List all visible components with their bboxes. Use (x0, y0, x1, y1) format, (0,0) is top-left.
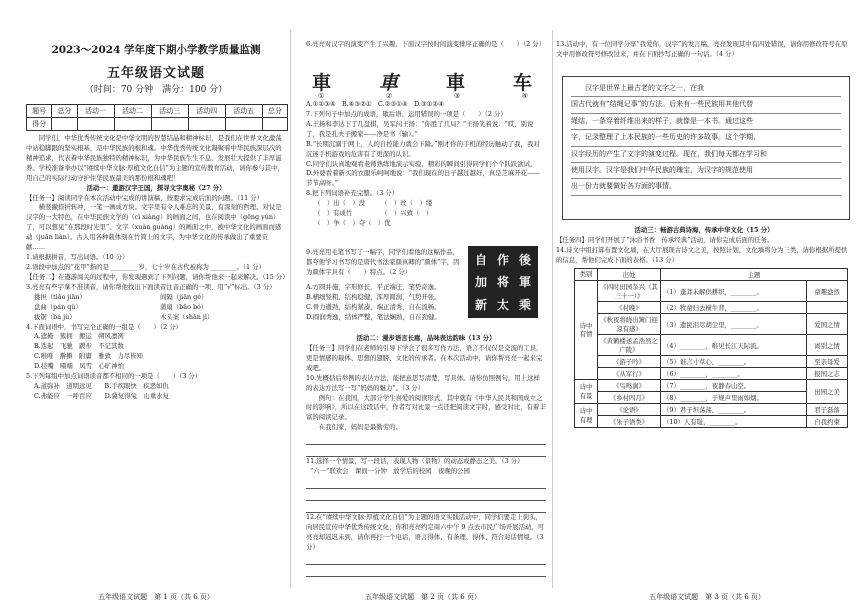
reading-passage: 横竖撇捺折转冲，一笔一画成方块。文字里有令人难忘的美景，有深刻的哲理。对仗是汉字的一大特色，在中华民族文学的（cì xiàng）的画面之间，也在阅读中（gēng yún）了，可以想见“在那段时光里”。文字（xuàn guàng）的画面之中，被中华文化的画面而感动（juān liàn）。古人用各种载体刻在竹简上的文字，为中华文化的传承做出了重要贡献…… (26, 203, 282, 252)
answer-line[interactable] (306, 477, 546, 489)
question-14: 14.诗文中组打算布置文化墙，在大厅展现古诗文之美，按照计划，文化墙将分为三类，请你根据所提供的信息，帮他们完成下面的表格。（13 分） (556, 245, 848, 264)
theme-cell[interactable] (807, 302, 848, 314)
draft-line: 汉字是世界上最古老的文字之一，在我 (571, 81, 841, 97)
q3-item[interactable]: 挑担（tiǎo jiān） (34, 292, 86, 301)
draft-line: 绳结，一条穿着纤维出来的样子，就像是一本书。通过这些 (571, 114, 841, 130)
question-4: 4.下面词语中，书写完全正确的一组是（ ）（2 分） (26, 322, 182, 331)
line-cell[interactable]: （6）________，________。 (661, 368, 807, 380)
page-2-footer: 五年级语文试题 第 2 页（共 6 页） (365, 593, 481, 601)
poem-table (574, 268, 848, 428)
question-10: 10.先概括后举例的表达方法，能把意思写清楚，写具体。请你仿照例句，用上这样的表达方法写一写“妈妈的魅力”。（3 分） (306, 373, 540, 392)
page-3-footer: 五年级语文试题 第 3 页（共 6 页） (649, 593, 765, 601)
draft-line: 使用汉字。汉字是我们中华民族的瑰宝，为汉字的规范使用 (571, 163, 841, 179)
source-cell: 《秋夜将晓出篱门迎凉有感》 (598, 314, 661, 335)
source-cell: 《四时田园杂兴（其三十一）》 (598, 281, 661, 302)
q4-option[interactable]: D.挂嘴 嗫嚅 风雪 心旷神怡 (34, 362, 125, 371)
source-cell: 《论语》 (598, 404, 661, 416)
question-13: 13.活动中，有一位同学分享“我爱你，汉字”的发言稿，亮亮发现其中有四处错误，请你用修改符号在原文中用修改符号修改过来，并在下面抄写正确的一句话。（4 分） (556, 40, 848, 58)
header-cell: 类别 (575, 269, 598, 281)
question-9-block (306, 248, 464, 278)
line-cell[interactable]: （1）蓬莽未解供耕织，________。 (661, 281, 807, 302)
ancient-char: 車 (312, 72, 332, 94)
theme-cell: 自我约束 (807, 416, 848, 428)
q10-prompt: 在我们家，妈妈是最勤劳的。 (318, 423, 402, 432)
theme-cell: 童趣盎然 (807, 281, 848, 302)
score-cell: 活动三 (151, 105, 188, 118)
q7-option[interactable]: B.“长期沉溺于网上，人的自控能力就会下降。”刚才你的手机的经历触动了我，我对沉迷手机游戏的危害有了更深的认识。 (306, 139, 540, 158)
q8-item[interactable]: （ ）争（ ）夺（ ）优 (314, 219, 391, 228)
line-cell[interactable]: （8）________，子规声里雨如烟。 (661, 392, 807, 404)
callig-char: 太 (496, 298, 509, 313)
char-number: ④ (521, 92, 528, 100)
score-table-header-row (27, 105, 288, 118)
q7-option[interactable]: A.王扬和李达下了几盘棋，吴军问王扬：“你胜了几局？”王扬笑着说：“哎，别说了，我是孔夫子搬家——净是书（输）。” (306, 119, 534, 138)
answer-line[interactable] (306, 565, 546, 577)
score-cell: 得分 (27, 118, 52, 131)
category-cell: 诗中有情 (575, 281, 598, 380)
score-table-score-row (27, 118, 288, 131)
theme-cell: 君子磊落 (807, 404, 848, 416)
question-9: 9.亮亮用毛笔书写了一幅字，同学们看他的这幅作品，都夸他学习书写的是唐代书法家颜真卿的“颜体”字，因为颜体字具有（ ）特点。（2 分） (306, 248, 460, 276)
ancient-char: 车 (512, 72, 532, 94)
page2-body-top (306, 100, 546, 229)
callig-char: 軍 (518, 275, 531, 290)
question-6: 6.亮亮对汉字的演变产生了兴趣，下面汉字按时间演变排序正确的是（ ）（2 分） (306, 40, 546, 48)
page3-body (556, 226, 852, 266)
q9-option[interactable]: D.圆润秀逸，结体严整，笔法娴熟，自在劲健。 (306, 312, 441, 321)
score-input-cell[interactable] (52, 118, 77, 131)
source-cell: 《从军行》 (598, 368, 661, 380)
theme-cell: 至亲母爱 (807, 356, 848, 368)
score-cell: 题号 (27, 105, 52, 118)
score-cell: 活动五 (225, 105, 262, 118)
theme-cell: 离别之情 (807, 335, 848, 356)
q4-option[interactable]: C.唯唯 擀擀 附庸 雅致 力尽皆知 (34, 352, 143, 361)
page-2 (290, 0, 552, 608)
page1-body (26, 134, 289, 402)
char-number: ③ (453, 92, 461, 100)
activity-1-heading: 活动一：遨游汉字王国，探寻文字奥秘（27 分） (86, 183, 226, 192)
score-cell: 活动一 (77, 105, 114, 118)
task-4: 【任务四】同学们开展了“沐浴书香 传承经典”活动，请你完成后面的任务。 (556, 235, 774, 244)
q4-option[interactable]: B.迭起 飞驰 踱步 不记其数 (34, 342, 124, 351)
task-2: 【任务二】在遨游闯关的过程中，你发现遇到了下列问题，请你帮他来一起来解决。（15 分） (26, 272, 289, 281)
source-cell: 《村晚》 (598, 302, 661, 314)
category-cell: 诗中有景 (575, 380, 598, 404)
q4-option[interactable]: A.遮掩 簇拥 搬运 朔风凛冽 (34, 332, 124, 341)
q3-item[interactable]: 拔锯（bá jù） (34, 312, 76, 321)
q8-item[interactable]: （ ）有成竹 （ ）兴致（ ） (314, 209, 433, 218)
q7-option[interactable]: C.同学们认真地观看老师熟练地演示实验，精彩的瞬间引得同学们个个跃跃欲试。 (306, 159, 537, 168)
q3-items (26, 293, 286, 323)
callig-char: 加 (474, 275, 487, 290)
page-3 (552, 0, 860, 608)
page-1 (0, 0, 290, 608)
page2-body-bottom (306, 334, 546, 577)
callig-char: 将 (496, 275, 509, 290)
question-3: 3.亮亮有些字拿不准读音，请你帮他找出下面读音注音正确的一项，用“√”标出。（3 分） (26, 282, 276, 291)
answer-line[interactable] (306, 501, 546, 513)
q5-option[interactable]: C.弗能应 一呼百应 D.冀复得兔 山重水复 (34, 391, 170, 400)
q7-option[interactable]: D.外婆看着新买的衣服乐呵呵地说：“我们现在的日子越过越好，真是芝麻开花——节节高呀。” (306, 169, 540, 188)
speech-draft-box (562, 76, 850, 220)
question-8: 8.把下列词语补充完整。（3 分） (306, 189, 399, 198)
category-cell: 诗中有理 (575, 404, 598, 428)
question-7: 7.下列句子中加点的成语，歇后语、运用错误的一项是（ ）（2 分） (306, 109, 507, 118)
page-divider (290, 30, 291, 588)
table-row (575, 314, 848, 335)
answer-line[interactable] (306, 489, 546, 501)
score-cell: 总分 (52, 105, 77, 118)
source-cell: 《朱子语类》 (598, 416, 661, 428)
q6-options[interactable]: A.①②③④ B.④③②① C.②③①④ D.③①②④ (306, 100, 444, 108)
source-cell: 《黄鹤楼送孟浩然之广陵》 (598, 335, 661, 356)
task-1: 【任务一】阅读同学在本次活动中完成的讲演稿，按要求完成后面的问题。（11 分） (26, 193, 264, 202)
paper-title: 五年级语文试题 (106, 66, 205, 81)
table-row (575, 416, 848, 428)
question-2: 2.语段中加点的“花甲”指的是 ________ 岁，七十岁在古代被称为 ________。（1 分） (26, 262, 265, 271)
character-numbers (318, 92, 528, 100)
line-cell[interactable]: （7）________，夜静春山空。 (661, 380, 807, 392)
question-1: 1.请根据拼音，写出词语。（10 分） (26, 253, 129, 262)
line-cell[interactable]: （4）________，唯见长江天际流。 (661, 335, 807, 356)
table-row (575, 356, 848, 368)
q9-option[interactable]: B.横细竖粗，结构稳健，浑厚圆润，气势开张。 (306, 292, 441, 301)
line-cell[interactable]: （10）人有耻，________。 (661, 416, 807, 428)
score-cell: 活动二 (114, 105, 151, 118)
page-divider (552, 30, 553, 588)
intro-paragraph: 同学们，中华优秀传统文化是中华文明的智慧结晶和精神标识，是我们在世界文化激荡中站稳脚跟的坚实根基，是中华民族的根和魂。中华优秀传统文化凝聚着中华民族深层次的精神追求，代表着中华民族独特的精神标识，为中华民族生生不息、发展壮大提供了丰厚滋养。学校准备举办以“赓续中华文脉·厚植文化自信”为主题的宣传教育活动，请你参与其中，用自己的实际行动守护住华民族最美的那份根和魂吧！ (26, 134, 284, 182)
table-row (575, 368, 848, 380)
task-3: 【任务三】同学们在老师的引导下学会了很多写作方法，语言不仅仅是交流的工具，更是情感的载体、思想的翅膀、文化的传承者。在本次活动中，请你帮亮亮一起来完成吧。 (306, 343, 543, 372)
answer-line[interactable] (306, 445, 546, 457)
source-cell: 《乡村四月》 (598, 392, 661, 404)
score-input-cell[interactable] (225, 118, 262, 131)
activity-3-heading: 活动三：畅游古典诗海，传承中华文化（15 分） (634, 226, 774, 234)
line-cell[interactable]: （5）谁言寸草心，________。 (661, 356, 807, 368)
character-evolution (312, 68, 532, 95)
calligraphy-image (468, 246, 538, 318)
score-input-cell[interactable] (262, 118, 287, 131)
score-input-cell[interactable] (114, 118, 151, 131)
callig-char: 作 (496, 252, 509, 267)
theme-cell: 田园之美 (807, 380, 848, 404)
draft-line: 出一份力就要做好各方面的事情。 (571, 179, 841, 195)
callig-char: 新 (474, 298, 487, 313)
table-row (575, 380, 848, 392)
table-row (575, 335, 848, 356)
q11-prompts: “六一”联欢会 课间一分钟 放学后的校园 夜晚的公园 (310, 467, 470, 476)
exam-meta: （时间：70 分钟 满分：100 分） (84, 85, 228, 95)
callig-char: 自 (474, 252, 487, 267)
score-input-cell[interactable] (77, 118, 114, 131)
q8-item[interactable]: （ ）出（ ）没 （ ）丝（ ）缕 (314, 199, 433, 208)
table-row (575, 404, 848, 416)
q3-item[interactable]: 木头案（shàn jì） (160, 312, 214, 321)
q3-item[interactable]: 盘曲（pán qǔ） (34, 302, 82, 311)
score-cell: 活动四 (188, 105, 225, 118)
q5-option[interactable]: A.道弥补 道明远见 B.手疾眼快 疾恶如仇 (34, 382, 169, 391)
source-cell: 《游子吟》 (598, 356, 661, 368)
ancient-char: 車 (378, 72, 398, 94)
score-cell: 总分 (262, 105, 287, 118)
question-5: 5.下列每组中加点词语读音都不相同的一项是（ ）（3 分） (26, 372, 202, 381)
activity-2-heading: 活动二：漫步语言长廊，品味表达韵味（13 分） (356, 334, 496, 342)
q9-options (306, 283, 464, 323)
ancient-char: 車 (445, 72, 465, 94)
q9-option[interactable]: A.方圆并施，字形修长，平正端庄，笔势奇逸。 (306, 283, 441, 291)
draft-line: 汉字经历的产生了文字的演变过程。现在，我们每天都在学习和 (571, 147, 841, 163)
q9-option[interactable]: C.骨力遒劲，结构紧凑，端正清秀，自在流畅。 (306, 302, 441, 311)
table-row (575, 302, 848, 314)
header-cell: 主题 (661, 269, 848, 281)
draft-line: 国古代就有“结绳记事”的方法。后来有一些民族用其他代替 (571, 97, 841, 113)
score-table (26, 104, 288, 131)
line-cell[interactable]: （9）君子坦荡荡，________。 (661, 404, 807, 416)
question-12: 12.在“赓续中华文脉·厚植文化自信”为主题的语文实践活动中，同学们要走上街头，向居民宣传中华优秀传统文化，你和亮亮约定周六中午 9 点去市民广场开展活动，可亮亮却迟迟未到，请你再打一个电话，语言得体、有条理、得体、符合对话情境。（3 分） (306, 513, 545, 551)
exam-title: 2023～2024 学年度下期小学教学质量监测 (51, 44, 261, 56)
score-input-cell[interactable] (188, 118, 225, 131)
answer-line[interactable] (306, 553, 546, 565)
callig-char: 後 (518, 252, 531, 267)
header-cell: 出处 (598, 269, 661, 281)
char-number: ① (318, 92, 325, 100)
table-row (575, 281, 848, 302)
poem-table-header (575, 269, 848, 281)
question-11: 11.选择一个情景，写一段话，表现人物（景物）的动态或静态之美。（3 分） (306, 457, 524, 466)
source-cell: 《鸟鸣涧》 (598, 380, 661, 392)
q3-item[interactable]: 蒲扇（bǎo bó） (160, 302, 208, 311)
line-cell[interactable]: （3）遗民泪尽胡尘里，________。 (661, 314, 807, 335)
q3-item[interactable]: 间隔（jiān gé） (160, 292, 208, 301)
page-1-footer: 五年级语文试题 第 1 页（共 6 页） (98, 593, 214, 601)
q10-example: 例句：在我国，大部分学生喜爱的阅读形式，其中就有《中华人民共和国成立之时的影响》，所以在这段话中，作者写对比景一点还把阅读文字时，感受对比，有着丰富的阅读记录。 (306, 393, 546, 422)
theme-cell: 爱国之情 (807, 314, 848, 335)
draft-line: 字，记录整理了上本民族的一些历史的许多故事。这个学期， (571, 130, 841, 146)
theme-cell: 报国之志 (807, 368, 848, 380)
line-cell[interactable]: （2）牧童归去横牛背，________。 (661, 302, 807, 314)
callig-char: 乘 (518, 298, 531, 313)
answer-line[interactable] (306, 433, 546, 445)
char-number: ② (385, 92, 393, 100)
score-input-cell[interactable] (151, 118, 188, 131)
